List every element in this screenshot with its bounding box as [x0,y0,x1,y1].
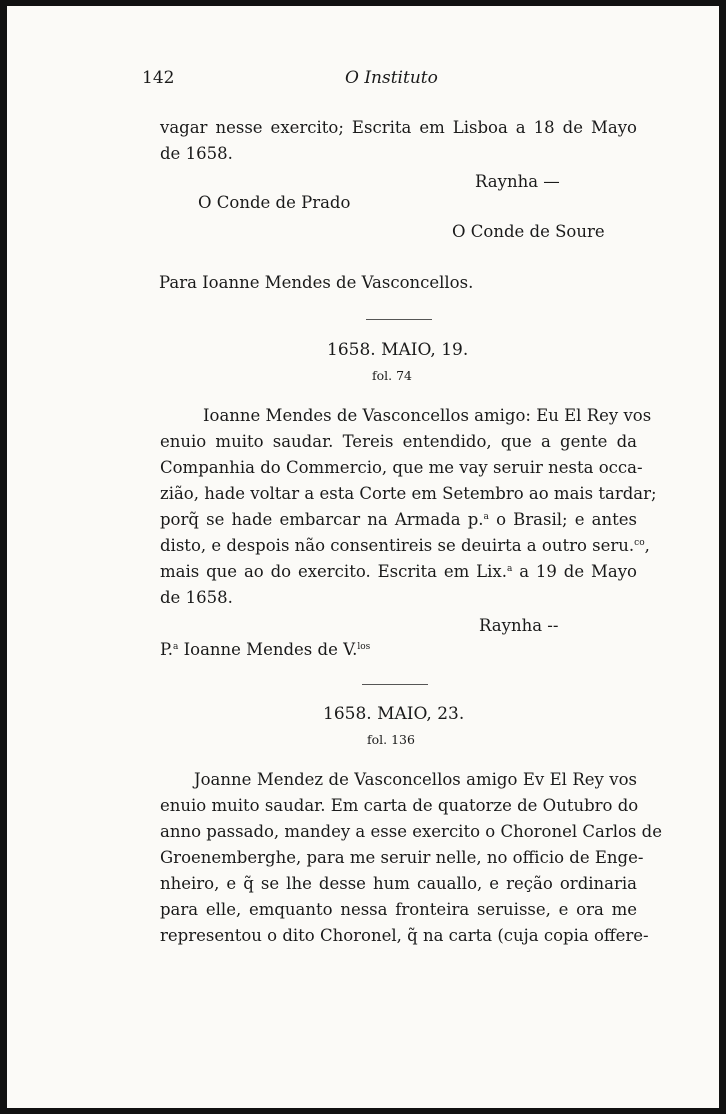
addressee: P.$^a$ Ioanne Mendes de V.$^{los}$ [160,640,371,659]
text-line: anno passado, mandey a esse exercito o Choronel Carlos de [160,822,662,841]
entry-date: 1658. MAIO, 19. [327,340,469,360]
text-line: vagar nesse exercito; Escrita em Lisboa a 18 de Mayo [160,118,637,137]
page-number: 142 [142,68,175,88]
text-line: zião, hade voltar a esta Corte em Setembro ao mais tardar; [160,484,657,503]
section-divider [362,684,428,685]
scanned-page [7,6,719,1108]
text-line: de 1658. [160,588,233,607]
text-line: mais que ao do exercito. Escrita em Lix.$^a$ a 19 de Mayo [160,562,637,581]
text-line: nheiro, e q̃ se lhe desse hum cauallo, e reção ordinaria [160,874,637,893]
text-line: Ioanne Mendes de Vasconcellos amigo: Eu El Rey vos [203,406,652,425]
signatory-right: O Conde de Soure [452,222,605,241]
text-line: enuio muito saudar. Em carta de quatorze de Outubro do [160,796,639,815]
folio-ref: fol. 74 [372,368,413,383]
signature-raynha: Raynha — [475,172,560,191]
text-line: Groenemberghe, para me seruir nelle, no officio de Enge- [160,848,644,867]
text-line: de 1658. [160,144,233,163]
text-line: enuio muito saudar. Tereis entendido, que a gente da [160,432,637,451]
text-line: para elle, emquanto nessa fronteira seruisse, e ora me [160,900,637,919]
section-divider [366,319,432,320]
running-title: O Instituto [345,68,438,88]
entry-date: 1658. MAIO, 23. [323,704,465,724]
signatory-left: O Conde de Prado [198,193,351,212]
text-line: Joanne Mendez de Vasconcellos amigo Ev El Rey vos [194,770,637,789]
text-line: Companhia do Commercio, que me vay seruir nesta occa- [160,458,643,477]
addressee: Para Ioanne Mendes de Vasconcellos. [159,273,474,292]
signature-raynha: Raynha -- [479,616,559,635]
text-line: disto, e despois não consentireis se deuirta a outro seru.$^{co}$, [160,536,650,555]
text-line: representou o dito Choronel, q̃ na carta (cuja copia offere- [160,926,649,945]
folio-ref: fol. 136 [367,732,415,747]
text-line: porq̃ se hade embarcar na Armada p.$^a$ o Brasil; e antes [160,510,638,529]
